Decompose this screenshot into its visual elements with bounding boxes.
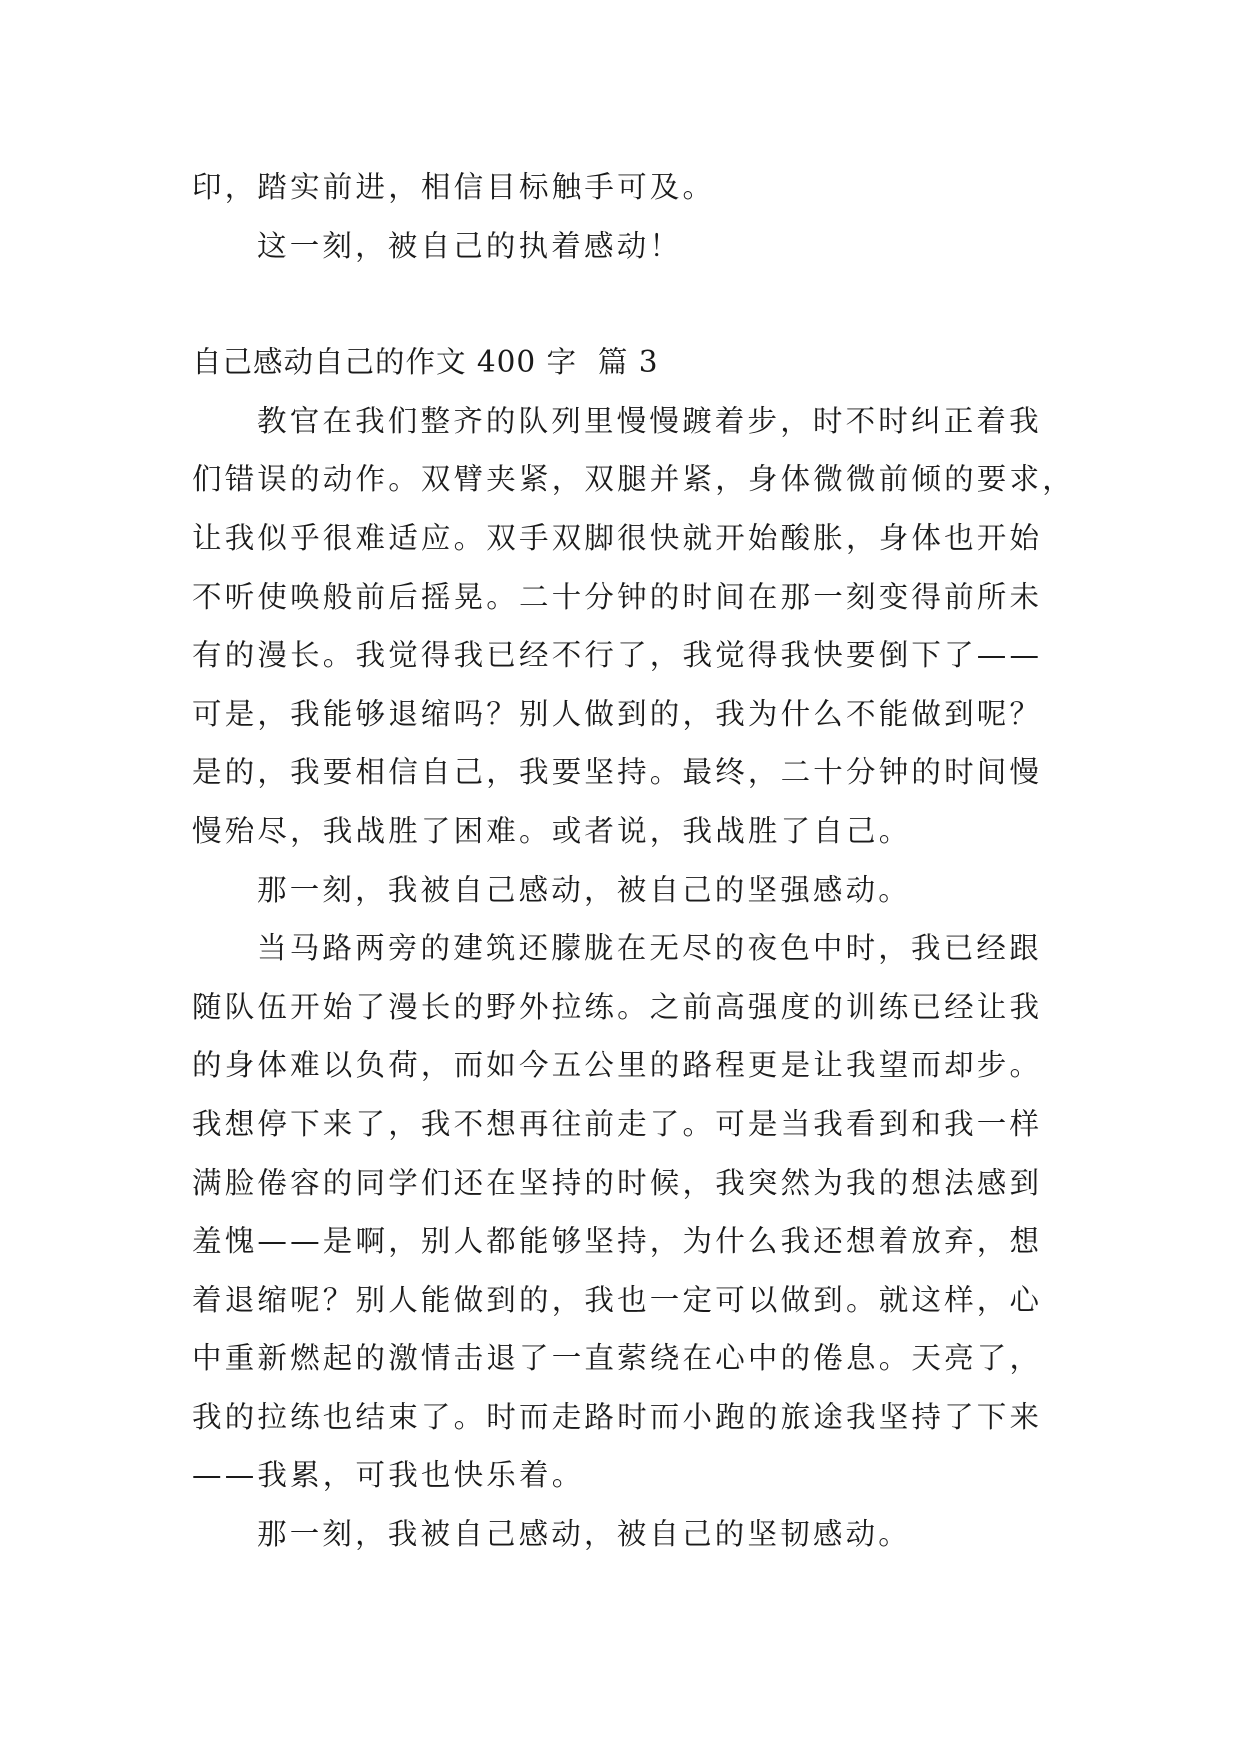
paragraph-line: 的身体难以负荷，而如今五公里的路程更是让我望而却步。 [192,1048,1043,1083]
paragraph-line: 我想停下来了，我不想再往前走了。可是当我看到和我一样 [192,1106,1043,1141]
paragraph-line: 满脸倦容的同学们还在坚持的时候，我突然为我的想法感到 [192,1165,1043,1200]
paragraph-line: 教官在我们整齐的队列里慢慢踱着步，时不时纠正着我 [257,403,1042,438]
paragraph-4: 那一刻，我被自己感动，被自己的坚韧感动。 [257,1517,912,1552]
document-page [192,158,1075,1564]
paragraph-1 [192,392,1075,861]
paragraph-line: 们错误的动作。双臂夹紧，双腿并紧，身体微微前倾的要求， [192,462,1075,497]
intro-line: 印，踏实前进，相信目标触手可及。 [192,170,716,204]
paragraph-line: 是的，我要相信自己，我要坚持。最终，二十分钟的时间慢 [192,755,1043,790]
paragraph-line: 慢殆尽，我战胜了困难。或者说，我战胜了自己。 [192,813,912,848]
paragraph-line: 有的漫长。我觉得我已经不行了，我觉得我快要倒下了—— [192,638,1043,673]
paragraph-line: 羞愧——是啊，别人都能够坚持，为什么我还想着放弃，想 [192,1224,1043,1259]
paragraph-line: 当马路两旁的建筑还朦胧在无尽的夜色中时，我已经跟 [257,931,1042,966]
paragraph-line: 让我似乎很难适应。双手双脚很快就开始酸胀，身体也开始 [192,520,1043,555]
intro-closing-line: 这一刻，被自己的执着感动！ [257,228,683,263]
paragraph-line: 我的拉练也结束了。时而走路时而小跑的旅途我坚持了下来 [192,1399,1043,1434]
paragraph-line: 中重新燃起的激情击退了一直萦绕在心中的倦息。天亮了， [192,1341,1043,1376]
paragraph-line: 可是，我能够退缩吗？别人做到的，我为什么不能做到呢？ [192,696,1043,731]
paragraph-2: 那一刻，我被自己感动，被自己的坚强感动。 [257,872,912,907]
section-heading: 自己感动自己的作文 400 字 篇 3 [192,345,659,380]
paragraph-line: ——我累，可我也快乐着。 [192,1458,585,1493]
paragraph-line: 不听使唤般前后摇晃。二十分钟的时间在那一刻变得前所未 [192,579,1043,614]
paragraph-line: 着退缩呢？别人能做到的，我也一定可以做到。就这样，心 [192,1282,1043,1317]
paragraph-line: 随队伍开始了漫长的野外拉练。之前高强度的训练已经让我 [192,989,1043,1024]
paragraph-3 [192,919,1072,1505]
